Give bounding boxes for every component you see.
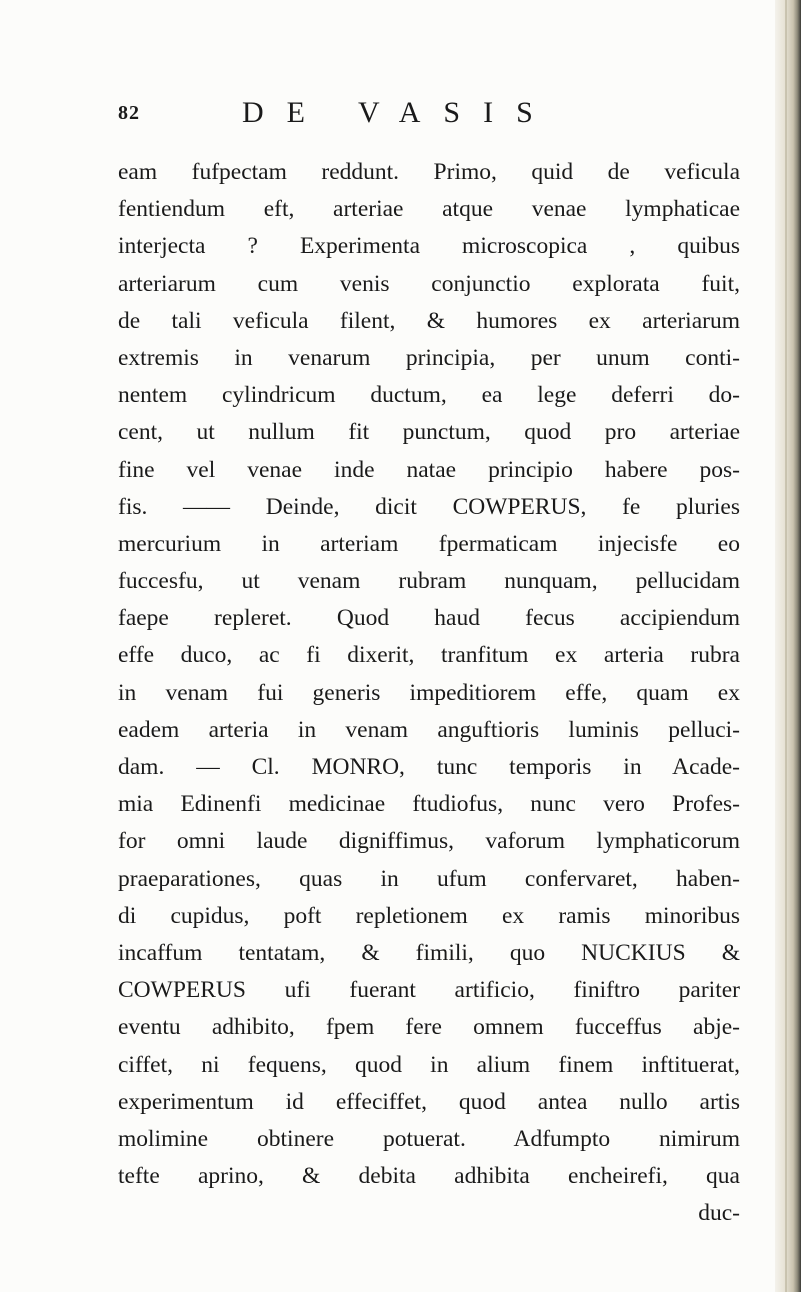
text-line: molimine obtinere potuerat. Adfumpto nimirum	[118, 1125, 740, 1152]
text-line: fine vel venae inde natae principio habere pos-	[118, 456, 740, 483]
text-line: dam. — Cl. MONRO, tunc temporis in Acade-	[118, 754, 740, 780]
text-line: ciffet, ni fequens, quod in alium finem inftituerat,	[118, 1051, 740, 1078]
text-line: faepe repleret. Quod haud fecus accipiendum	[118, 605, 740, 632]
running-head: DE VASIS	[242, 96, 556, 129]
text-line: fentiendum eft, arteriae atque venae lymphaticae	[118, 196, 740, 223]
text-line: cent, ut nullum fit punctum, quod pro arteriae	[118, 419, 740, 446]
text-line: nentem cylindricum ductum, ea lege deferri do-	[118, 382, 740, 409]
text-line: extremis in venarum principia, per unum conti-	[118, 344, 740, 371]
body-text	[118, 154, 740, 1232]
text-line: mercurium in arteriam fpermaticam injecisfe eo	[118, 530, 740, 557]
text-line: fuccesfu, ut venam rubram nunquam, pellucidam	[118, 568, 740, 595]
text-line: tefte aprino, & debita adhibita encheirefi, qua	[118, 1163, 740, 1190]
text-line: mia Edinenfi medicinae ftudiofus, nunc vero Profes-	[118, 791, 740, 818]
text-line: de tali veficula filent, & humores ex arteriarum	[118, 307, 740, 334]
text-line: fis. —— Deinde, dicit COWPERUS, fe pluries	[118, 493, 740, 520]
text-line: COWPERUS ufi fuerant artificio, finiftro pariter	[118, 977, 740, 1004]
text-line: eadem arteria in venam anguftioris luminis pelluci-	[118, 716, 740, 743]
text-line: effe duco, ac fi dixerit, tranfitum ex arteria rubra	[118, 642, 740, 669]
text-line: di cupidus, poft repletionem ex ramis minoribus	[118, 902, 740, 929]
text-line: for omni laude digniffimus, vaforum lymphaticorum	[118, 828, 740, 855]
text-line: in venam fui generis impeditiorem effe, quam ex	[118, 679, 740, 706]
text-line: interjecta ? Experimenta microscopica , quibus	[118, 233, 740, 260]
text-line: experimentum id effeciffet, quod antea nullo artis	[118, 1088, 740, 1115]
page-edge-shadow	[775, 0, 801, 1292]
page-number: 82	[118, 102, 140, 124]
page-edge-line	[785, 0, 787, 1292]
catchword: duc-	[698, 1200, 740, 1227]
text-line: praeparationes, quas in ufum confervaret, haben-	[118, 865, 740, 892]
page-header	[118, 96, 618, 136]
text-line: incaffum tentatam, & fimili, quo NUCKIUS &	[118, 939, 740, 966]
text-line: eventu adhibito, fpem fere omnem fucceffus abje-	[118, 1014, 740, 1041]
text-line: eam fufpectam reddunt. Primo, quid de veficula	[118, 159, 740, 185]
text-line: arteriarum cum venis conjunctio explorata fuit,	[118, 270, 740, 297]
